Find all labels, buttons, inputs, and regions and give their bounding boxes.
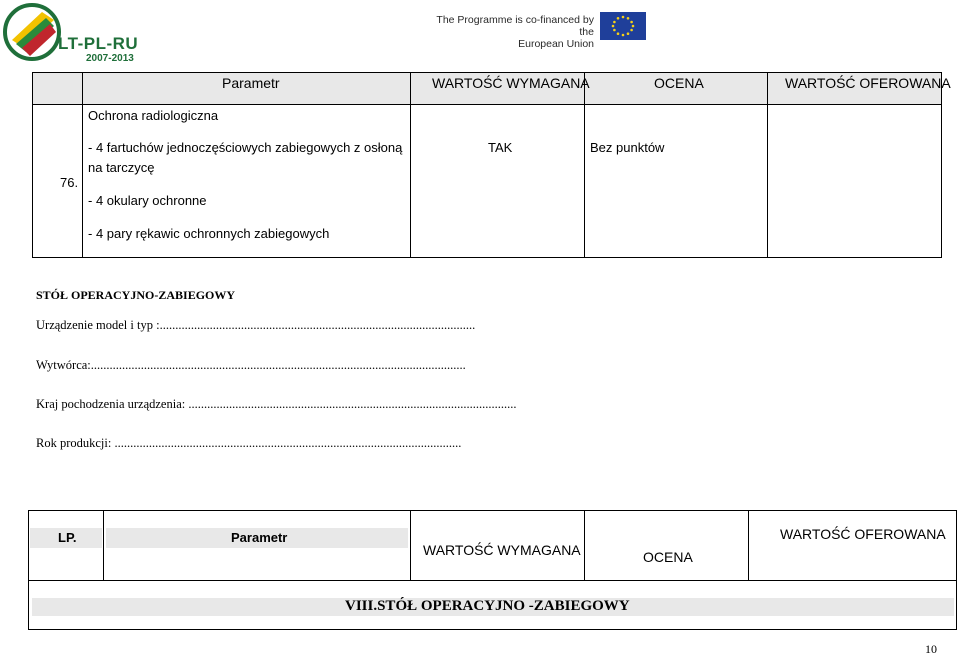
row-number: 76. [60, 175, 79, 190]
form-line-manufacturer[interactable]: Wytwórca:........................................................................................................................ [36, 358, 466, 372]
column-header-score: OCENA [654, 75, 704, 91]
row-score-value: Bez punktów [590, 140, 665, 155]
row-item: - 4 okulary ochronne [88, 193, 207, 208]
table-divider [584, 510, 585, 580]
row-required-value: TAK [488, 140, 513, 155]
table-divider [28, 580, 957, 581]
table-divider [748, 510, 749, 580]
table-divider [32, 104, 942, 105]
table-divider [410, 72, 411, 258]
table-divider [82, 72, 83, 258]
column-header-parametr: Parametr [222, 75, 280, 91]
row-item: na tarczycę [88, 160, 155, 175]
eu-flag-icon [600, 12, 646, 40]
form-line-country[interactable]: Kraj pochodzenia urządzenia: ......................................................................................................... [36, 397, 517, 411]
row-item: - 4 fartuchów jednoczęściowych zabiegowych z osłoną [88, 140, 403, 155]
logo-years: 2007-2013 [86, 53, 134, 64]
column-header-lp: LP. [58, 530, 77, 545]
row-title: Ochrona radiologiczna [88, 108, 219, 123]
table-divider [103, 510, 104, 580]
eu-text-line2: European Union [518, 38, 594, 50]
table-divider [584, 72, 585, 258]
table-divider [410, 510, 411, 580]
column-header-offered: WARTOŚĆ OFEROWANA [780, 526, 946, 542]
form-line-model[interactable]: Urządzenie model i typ :..................................................................................................... [36, 318, 476, 332]
logo-text: LT-PL-RU [58, 34, 139, 53]
eu-text-line1: The Programme is co-financed by the [436, 14, 594, 38]
form-title: STÓŁ OPERACYJNO-ZABIEGOWY [36, 288, 236, 302]
section-title: VIII.STÓŁ OPERACYJNO -ZABIEGOWY [345, 598, 630, 614]
column-header-score: OCENA [643, 549, 693, 565]
column-header-required: WARTOŚĆ WYMAGANA [432, 75, 590, 91]
column-header-parametr: Parametr [231, 530, 288, 545]
row-item: - 4 pary rękawic ochronnych zabiegowych [88, 226, 330, 241]
eu-cofinance-text [434, 14, 594, 50]
column-header-offered: WARTOŚĆ OFEROWANA [785, 75, 951, 91]
form-line-year[interactable]: Rok produkcji: ............................................................................................................... [36, 436, 462, 450]
page-number: 10 [925, 642, 937, 656]
column-header-required: WARTOŚĆ WYMAGANA [423, 542, 581, 558]
table-divider [767, 72, 768, 258]
